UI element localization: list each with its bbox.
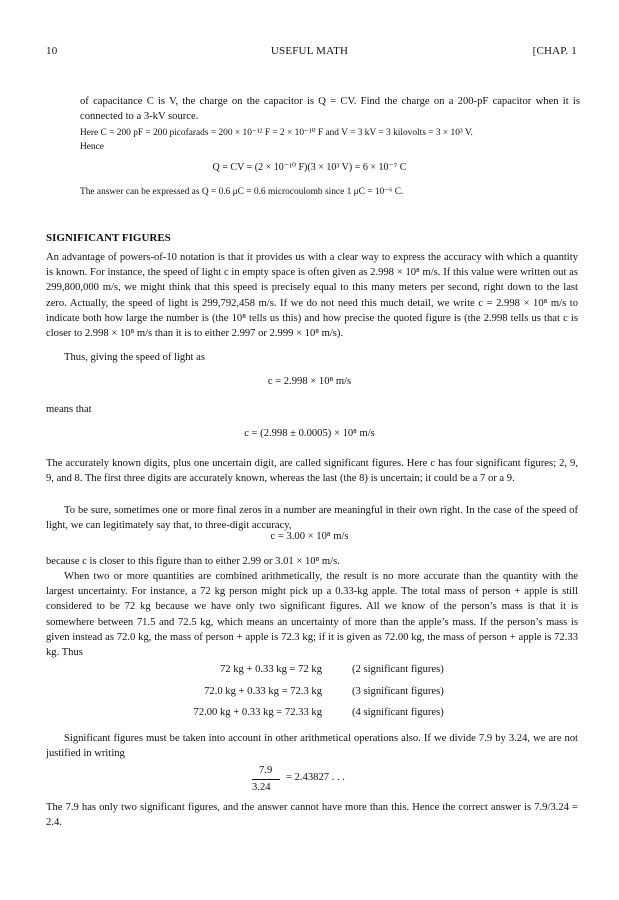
problem-text: of capacitance C is V, the charge on the capacitor is Q = CV. Find the charge on a 200-pF capacitor when it is connected to a 3-kV source. (80, 96, 580, 123)
solution-answer: The answer can be expressed as Q = 0.6 μC = 0.6 microcoulomb since 1 μC = 10⁻⁶ C. (80, 187, 404, 197)
equation-1: c = 2.998 × 10⁸ m/s (267, 376, 352, 387)
sum-note: (3 significant figures) (352, 685, 444, 697)
fraction-result: = 2.43827 . . . (286, 772, 345, 783)
sum-expression: 72.00 kg + 0.33 kg = 72.33 kg (193, 707, 322, 718)
paragraph-2: Thus, giving the speed of light as (64, 352, 205, 363)
sum-row (172, 664, 444, 686)
solution-line-1: Here C = 200 pF = 200 picofarads = 200 × 10⁻¹² F = 2 × 10⁻¹⁰ F and V = 3 kV = 3 kilovolts = 3 × 10³ V. (80, 128, 473, 138)
sum-note: (2 significant figures) (352, 664, 444, 675)
fraction-bar (252, 779, 280, 780)
paragraph-6: because c is closer to this figure than to either 2.99 or 3.01 × 10⁸ m/s. (46, 556, 340, 567)
fraction-numerator: 7.9 (259, 765, 273, 776)
paragraph-4: The accurately known digits, plus one uncertain digit, are called significant figures. Here c has four significant figures; 2, 9, 9, and 8. The first three digits are accurately known, whereas the last (the 8) is uncertain; it could be a 7 or a 9. (46, 458, 578, 485)
paragraph-9: The 7.9 has only two significant figures, and the answer cannot have more than this. Hence the correct answer is 7.9/3.24 = 2.4. (46, 802, 578, 829)
paragraph-7: When two or more quantities are combined arithmetically, the result is no more accurate than the quantity with the largest uncertainty. For instance, a 72 kg person might pick up a 0.33-kg apple. The total mass of person + apple is still considered to be 72 kg because we have only two significant figures. All we know of the person’s mass is that it is somewhere between 71.5 and 72.5 kg, which means an uncertainty of more than the apple’s mass. If the person’s mass is given instead as 72.0 kg, the mass of person + apple is 72.3 kg; if it is given as 72.00 kg, the mass of person + apple is 72.33 kg. Thus (46, 571, 578, 659)
chapter-label: [CHAP. 1 (532, 45, 577, 57)
sum-expression: 72 kg + 0.33 kg = 72 kg (220, 664, 322, 675)
equation-2: c = (2.998 ± 0.0005) × 10⁸ m/s (244, 428, 375, 439)
solution-equation: Q = CV = (2 × 10⁻¹⁰ F)(3 × 10³ V) = 6 × 10⁻⁷ C (212, 162, 407, 173)
page-number: 10 (46, 45, 58, 57)
sum-table (172, 664, 444, 729)
section-heading: SIGNIFICANT FIGURES (46, 232, 171, 244)
running-title: USEFUL MATH (270, 45, 349, 57)
fraction-denominator: 3.24 (252, 782, 271, 793)
sum-expression: 72.0 kg + 0.33 kg = 72.3 kg (204, 685, 322, 697)
solution-line-2: Hence (80, 142, 104, 152)
paragraph-1: An advantage of powers-of-10 notation is that it provides us with a clear way to express the accuracy with which a quantity is known. For instance, the speed of light c in empty space is often given as 2.998 × 10⁸ m/s. If this value were written out as 299,800,000 m/s, we might think that this speed is precisely equal to this many meters per second, right down to the last zero. Actually, the speed of light is 299,792,458 m/s. If we do not need this much detail, we write c = 2.998 × 10⁸ m/s to indicate both how large the number is (the 10⁸ tells us this) and how precise the quoted figure is (the 2.998 tells us that c is closer to 2.998 × 10⁸ m/s than it is to either 2.997 or 2.999 × 10⁸ m/s). (46, 252, 578, 340)
equation-3: c = 3.00 × 10⁸ m/s (270, 531, 349, 542)
paragraph-8: Significant figures must be taken into account in other arithmetical operations also. If we divide 7.9 by 3.24, we are not justified in writing (46, 733, 578, 760)
sum-note: (4 significant figures) (352, 707, 444, 718)
paragraph-5: To be sure, sometimes one or more final zeros in a number are meaningful in their own right. In the case of the speed of light, we can legitimately say that, to three-digit accuracy, (46, 505, 578, 532)
sum-row (172, 686, 444, 708)
sum-row (172, 707, 444, 729)
paragraph-3: means that (46, 404, 92, 415)
